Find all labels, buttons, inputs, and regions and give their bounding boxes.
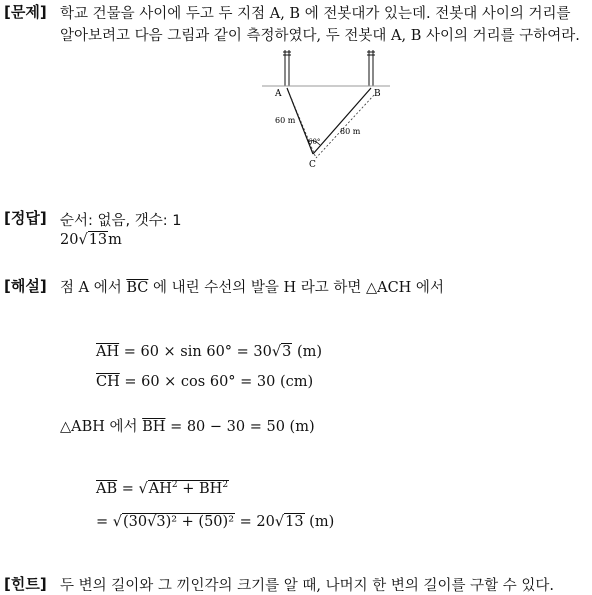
answer-tag: [정답] — [4, 209, 47, 227]
length-ac: 60 m — [275, 116, 296, 125]
answer-meta: 순서: 없음, 갯수: 1 — [60, 213, 182, 229]
label-a: A — [275, 89, 282, 99]
hint-tag: [힌트] — [4, 575, 47, 593]
label-b: B — [374, 89, 381, 99]
eq-ab: $\overline{AB} = √AH^2 + \overline{BH}^2$ — [96, 480, 229, 497]
hint-text: 두 변의 길이와 그 끼인각의 크기를 알 때, 나머지 한 변의 길이를 구할 수 있다. — [60, 578, 554, 594]
label-c: C — [309, 160, 316, 170]
problem-tag: [문제] — [4, 3, 47, 21]
angle-label: 60° — [308, 138, 321, 146]
eq-ab-result: = √(30√3)² + (50)² = 20√13 (m) — [96, 514, 335, 530]
answer-value: 20√13m — [60, 232, 122, 248]
explanation-tag: [해설] — [4, 277, 47, 295]
eq-ch: $\overline{CH} = 60 \times \cos 60^\circ = 30$ (cm) — [96, 374, 314, 390]
eq-bh: △ABH 에서 $\overline{BH} = 80 - 30 = 50$ (m) — [60, 419, 315, 435]
triangle-figure — [250, 48, 400, 173]
length-bc: 80 m — [340, 127, 361, 136]
explanation-intro: 점 A 에서 $\overline{BC}$ 에 내린 수선의 발을 H 라고 하면 △ACH 에서 — [60, 280, 444, 296]
problem-line-2: 알아보려고 다음 그림과 같이 측정하였다, 두 전봇대 A, B 사이의 거리를 구하여라. — [60, 28, 580, 44]
problem-line-1: 학교 건물을 사이에 두고 두 지점 A, B 에 전봇대가 있는데. 전봇대 사이의 거리를 — [60, 6, 571, 22]
eq-ah: $\overline{AH} = 60 \times \sin 60^\circ = 30√3$ (m) — [96, 344, 323, 360]
